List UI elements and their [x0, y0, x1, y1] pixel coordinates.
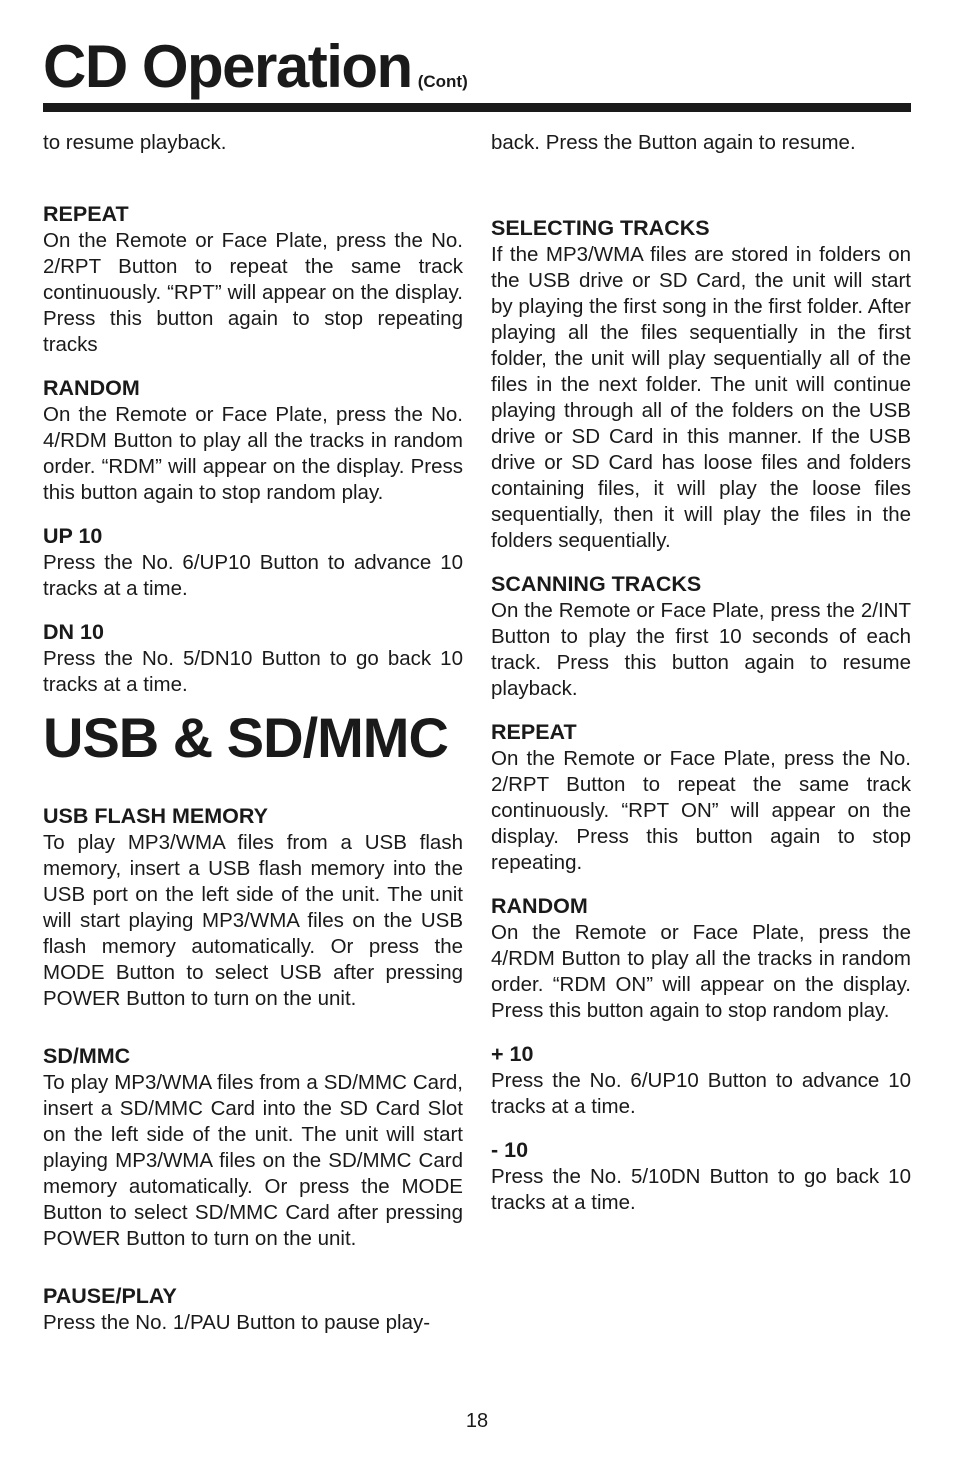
- repeat-heading: REPEAT: [43, 202, 129, 226]
- right-repeat-heading: REPEAT: [491, 720, 577, 744]
- random-body: On the Remote or Face Plate, press the No. 4/RDM Button to play all the tracks in random order. “RDM” will appear on the display. Press this button again to stop random play.: [43, 403, 463, 504]
- page-title-text: CD Operation: [43, 33, 412, 100]
- plus10-body: Press the No. 6/UP10 Button to advance 10 tracks at a time.: [491, 1069, 911, 1118]
- plus10-heading: + 10: [491, 1042, 534, 1066]
- page-number: 18: [465, 1410, 489, 1432]
- title-cont-label: (Cont): [417, 72, 468, 91]
- scanning-tracks-heading: SCANNING TRACKS: [491, 572, 702, 596]
- right-intro: back. Press the Button again to resume.: [491, 131, 856, 154]
- selecting-tracks-body: If the MP3/WMA files are stored in folders on the USB drive or SD Card, the unit will start by playing the first song in the first folder. After playing all the files sequentially in the first folder, the unit will play sequentially all of the files in the next folder. The unit will continue playing through all of the folders on the USB drive or SD Card in this manner. If the USB drive or SD Card has loose files and folders containing files, it will play the loose files sequentially, then it will play the files in the folders sequentially.: [491, 243, 911, 552]
- up10-heading: UP 10: [43, 524, 103, 548]
- sdmmc-body: To play MP3/WMA files from a SD/MMC Card, insert a SD/MMC Card into the SD Card Slot on the left side of the unit. The unit will start playing MP3/WMA files on the SD/MMC Card memory automatically. Or press the MODE Button to select SD/MMC Card after pressing POWER Button to turn on the unit.: [43, 1071, 463, 1250]
- left-intro: to resume playback.: [43, 131, 227, 154]
- left-column: [43, 130, 463, 1336]
- sdmmc-heading: SD/MMC: [43, 1044, 131, 1068]
- scanning-tracks-body: On the Remote or Face Plate, press the 2/INT Button to play the first 10 seconds of each track. Press this button again to resume playback.: [491, 599, 911, 700]
- right-random-body: On the Remote or Face Plate, press the 4/RDM Button to play all the tracks in random order. “RDM ON” will appear on the display. Press this button again to stop random play.: [491, 921, 911, 1022]
- header-rule: [43, 103, 911, 112]
- section-title: USB & SD/MMC: [43, 706, 448, 769]
- right-random-heading: RANDOM: [491, 894, 588, 918]
- right-column: [491, 130, 911, 1216]
- page-header: [43, 30, 911, 112]
- dn10-body: Press the No. 5/DN10 Button to go back 10 tracks at a time.: [43, 647, 463, 696]
- usb-flash-heading: USB FLASH MEMORY: [43, 804, 268, 828]
- pause-play-body: Press the No. 1/PAU Button to pause play-: [43, 1311, 431, 1334]
- right-repeat-body: On the Remote or Face Plate, press the No. 2/RPT Button to repeat the same track continuously. “RPT ON” will appear on the display. Press this button again to stop repeating.: [491, 747, 911, 874]
- minus10-body: Press the No. 5/10DN Button to go back 10 tracks at a time.: [491, 1165, 911, 1214]
- random-heading: RANDOM: [43, 376, 140, 400]
- repeat-body: On the Remote or Face Plate, press the No. 2/RPT Button to repeat the same track continuously. “RPT” will appear on the display. Press this button again to stop repeating tracks: [43, 229, 463, 356]
- minus10-heading: - 10: [491, 1138, 529, 1162]
- pause-play-heading: PAUSE/PLAY: [43, 1284, 177, 1308]
- dn10-heading: DN 10: [43, 620, 104, 644]
- up10-body: Press the No. 6/UP10 Button to advance 10 tracks at a time.: [43, 551, 463, 600]
- usb-flash-body: To play MP3/WMA files from a USB flash memory, insert a USB flash memory into the USB port on the left side of the unit. The unit will start playing MP3/WMA files on the USB flash memory automatically. Or press the MODE Button to select USB after pressing POWER Button to turn on the unit.: [43, 831, 463, 1010]
- selecting-tracks-heading: SELECTING TRACKS: [491, 216, 710, 240]
